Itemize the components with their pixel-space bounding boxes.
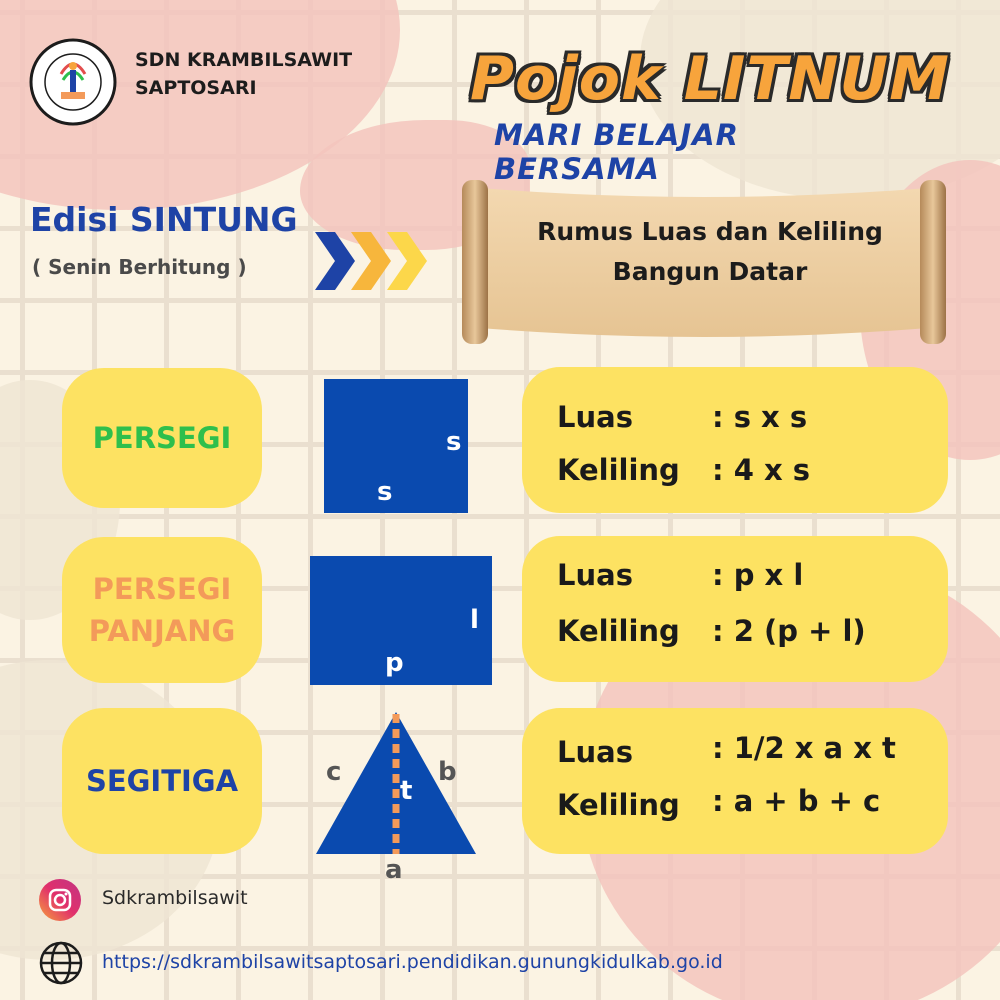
triangle-base-label: a xyxy=(385,855,403,885)
shape-name-segitiga xyxy=(62,708,262,854)
formula-label: Luas xyxy=(557,400,633,434)
formula-value: : 1/2 x a x t xyxy=(712,731,896,765)
triangle-side-label: b xyxy=(438,757,457,787)
square-side-label: s xyxy=(446,427,462,457)
formula-box-segitiga xyxy=(522,708,948,854)
school-name-line1: SDN KRAMBILSAWIT xyxy=(135,49,353,71)
page-subtitle: MARI BELAJAR BERSAMA xyxy=(494,118,739,186)
shape-name-label: PERSEGI xyxy=(92,572,232,606)
instagram-handle[interactable]: Sdkrambilsawit xyxy=(102,887,248,909)
page-title: Pojok LITNUM xyxy=(470,44,950,114)
shape-name-label: PERSEGI xyxy=(92,421,232,455)
chevron-arrows-icon xyxy=(315,232,427,290)
school-logo-icon xyxy=(27,38,119,126)
rectangle-side-label: l xyxy=(470,605,479,635)
rectangle-side-label: p xyxy=(385,648,404,678)
edition-subtitle: ( Senin Berhitung ) xyxy=(32,255,247,279)
formula-value: : 2 (p + l) xyxy=(712,614,866,648)
triangle-height-label: t xyxy=(400,776,413,806)
formula-value: : 4 x s xyxy=(712,453,811,487)
website-link[interactable]: https://sdkrambilsawitsaptosari.pendidikan.gunungkidulkab.go.id xyxy=(102,951,723,973)
formula-value: : p x l xyxy=(712,558,804,592)
formula-value: : a + b + c xyxy=(712,784,881,818)
scroll-title xyxy=(520,212,900,292)
shape-name-persegi-panjang xyxy=(62,537,262,683)
scroll-title-line2: Bangun Datar xyxy=(612,257,808,286)
formula-box-persegi xyxy=(522,367,948,513)
shape-name-label: PANJANG xyxy=(88,614,236,648)
shape-name-label: SEGITIGA xyxy=(85,764,239,798)
edition-title: Edisi SINTUNG xyxy=(30,200,298,239)
triangle-side-label: c xyxy=(326,757,342,787)
square-side-label: s xyxy=(377,477,393,507)
formula-label: Luas xyxy=(557,558,633,592)
formula-label: Keliling xyxy=(557,788,680,822)
globe-icon[interactable] xyxy=(38,940,84,986)
instagram-icon[interactable] xyxy=(38,878,82,922)
formula-label: Keliling xyxy=(557,453,680,487)
school-name-line2: SAPTOSARI xyxy=(135,77,257,99)
formula-value: : s x s xyxy=(712,400,808,434)
shape-name-persegi xyxy=(62,368,262,508)
school-name xyxy=(135,46,352,102)
formula-label: Luas xyxy=(557,735,633,769)
formula-label: Keliling xyxy=(557,614,680,648)
scroll-title-line1: Rumus Luas dan Keliling xyxy=(537,217,883,246)
